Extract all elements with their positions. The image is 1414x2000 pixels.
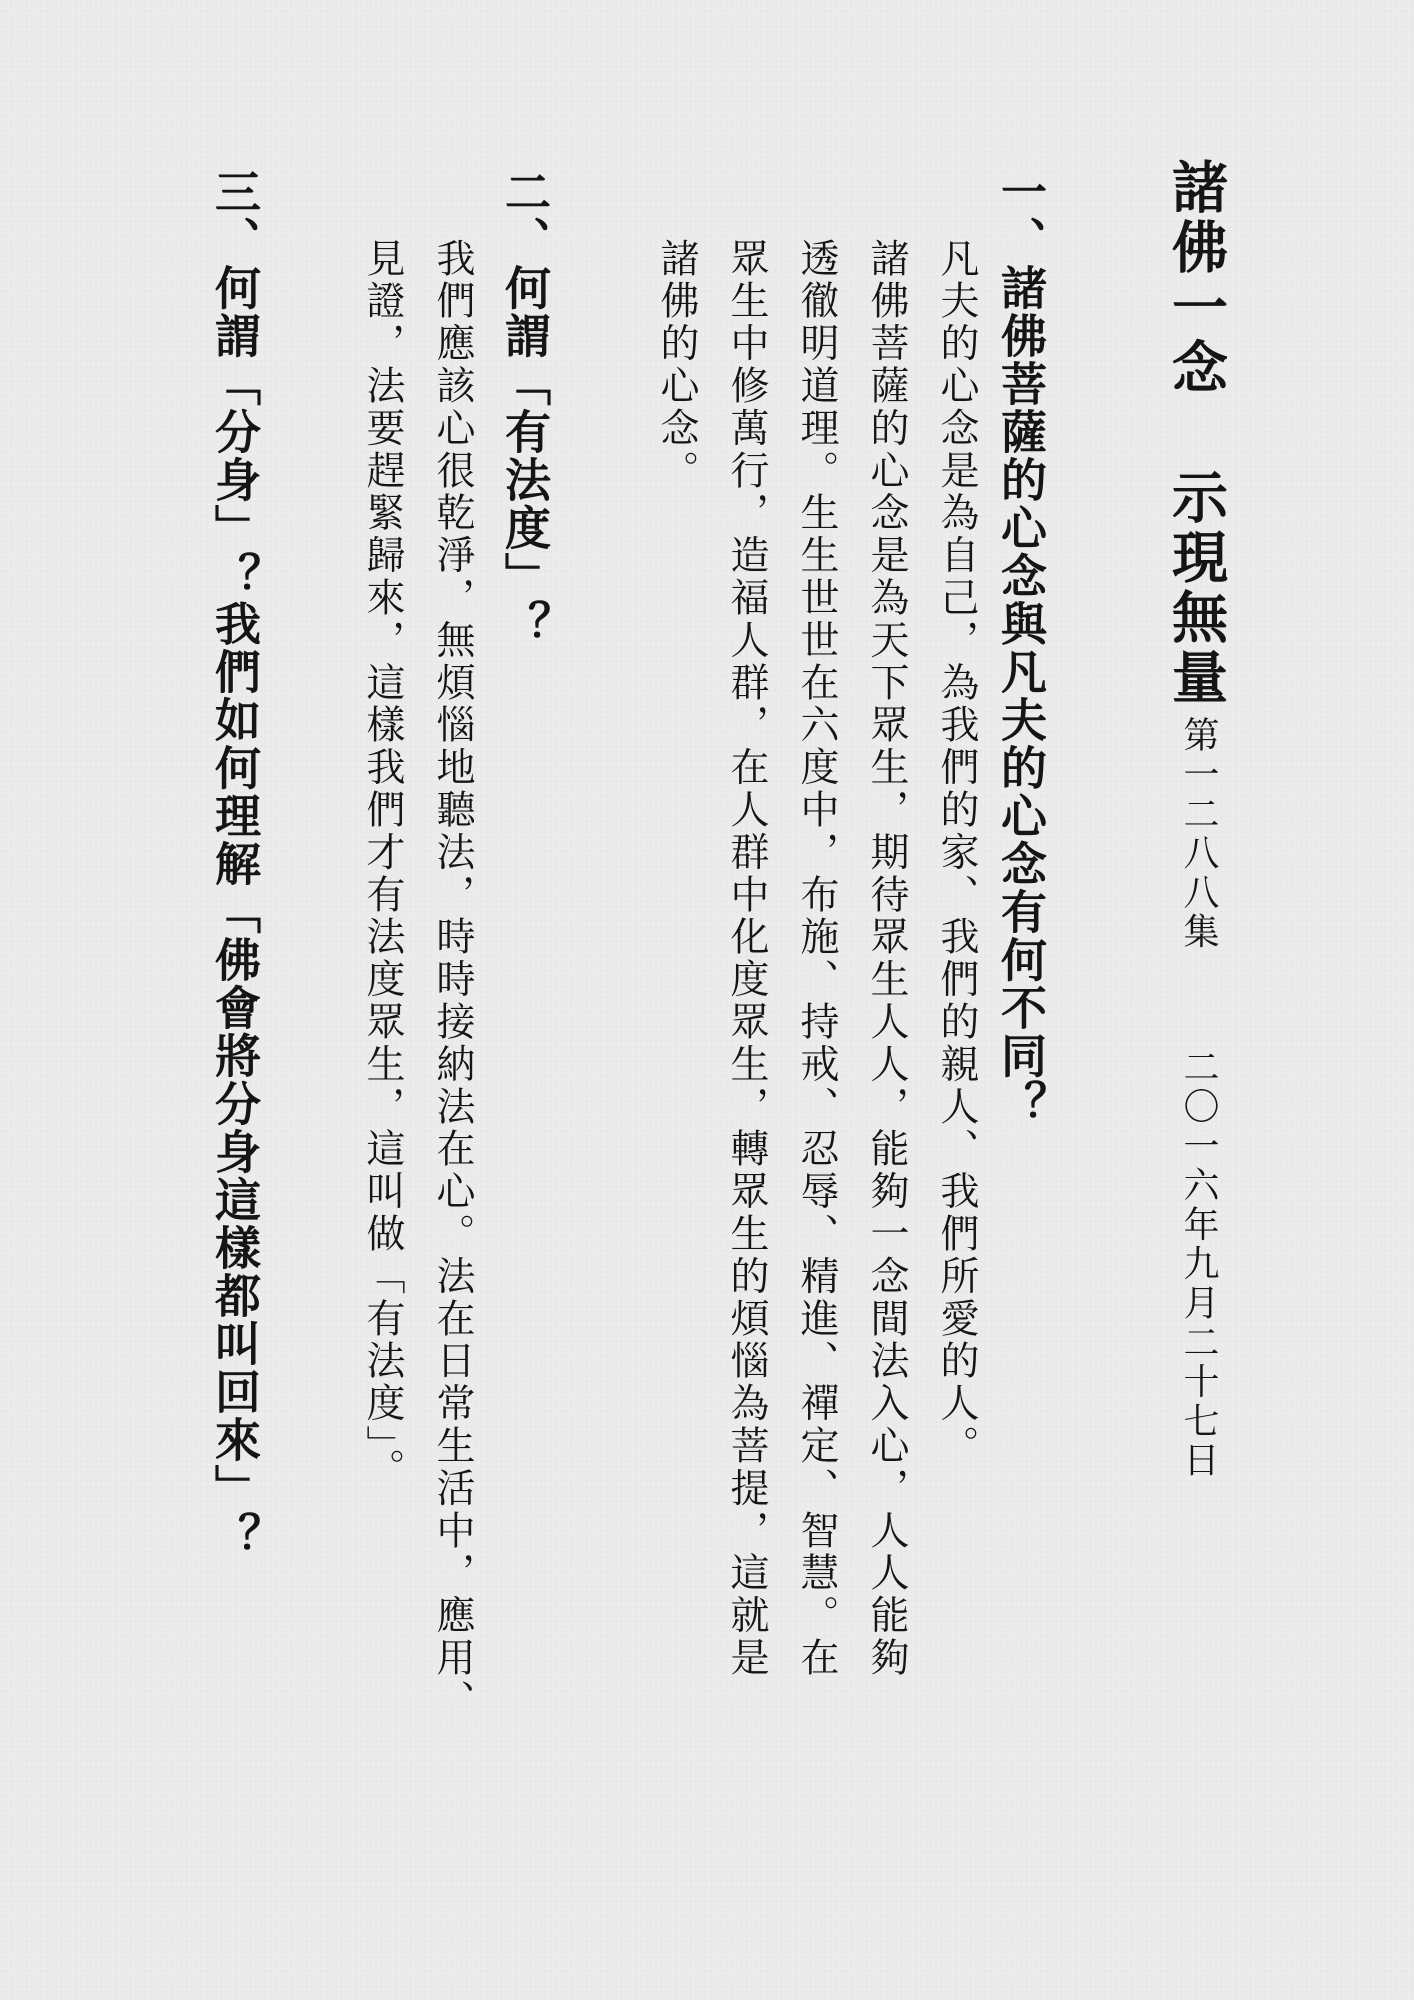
answer-1-line-4: 眾生中修萬行，造福人群，在人群中化度眾生，轉眾生的煩惱為菩提，這就是: [724, 238, 769, 1680]
page-title: 諸佛一念 示現無量: [1163, 158, 1229, 708]
answer-1-line-3: 透徹明道理。生生世世在六度中，布施、持戒、忍辱、精進、禪定、智慧。在: [794, 238, 839, 1680]
answer-1-line-2: 諸佛菩薩的心念是為天下眾生，期待眾生人人，能夠一念間法入心，人人能夠: [864, 238, 909, 1680]
episode-date: 二〇一六年九月二十七日: [1178, 1048, 1219, 1481]
question-3: 三、何謂「分身」？我們如何理解「佛會將分身這樣都叫回來」？: [208, 168, 262, 1560]
episode-number: 第一二八八集: [1178, 716, 1219, 952]
answer-2-line-2: 見證，法要趕緊歸來，這樣我們才有法度眾生，這叫做「有法度」。: [360, 238, 405, 1491]
question-1: 一、諸佛菩薩的心念與凡夫的心念有何不同？: [994, 168, 1048, 1128]
answer-2-line-1: 我們應該心很乾淨，無煩惱地聽法，時時接納法在心。法在日常生活中，應用、: [430, 238, 475, 1722]
question-2: 二、何謂「有法度」？: [498, 168, 552, 648]
answer-1-line-5: 諸佛的心念。: [654, 238, 699, 493]
answer-1-line-1: 凡夫的心念是為自己，為我們的家、我們的親人、我們所愛的人。: [934, 238, 979, 1468]
